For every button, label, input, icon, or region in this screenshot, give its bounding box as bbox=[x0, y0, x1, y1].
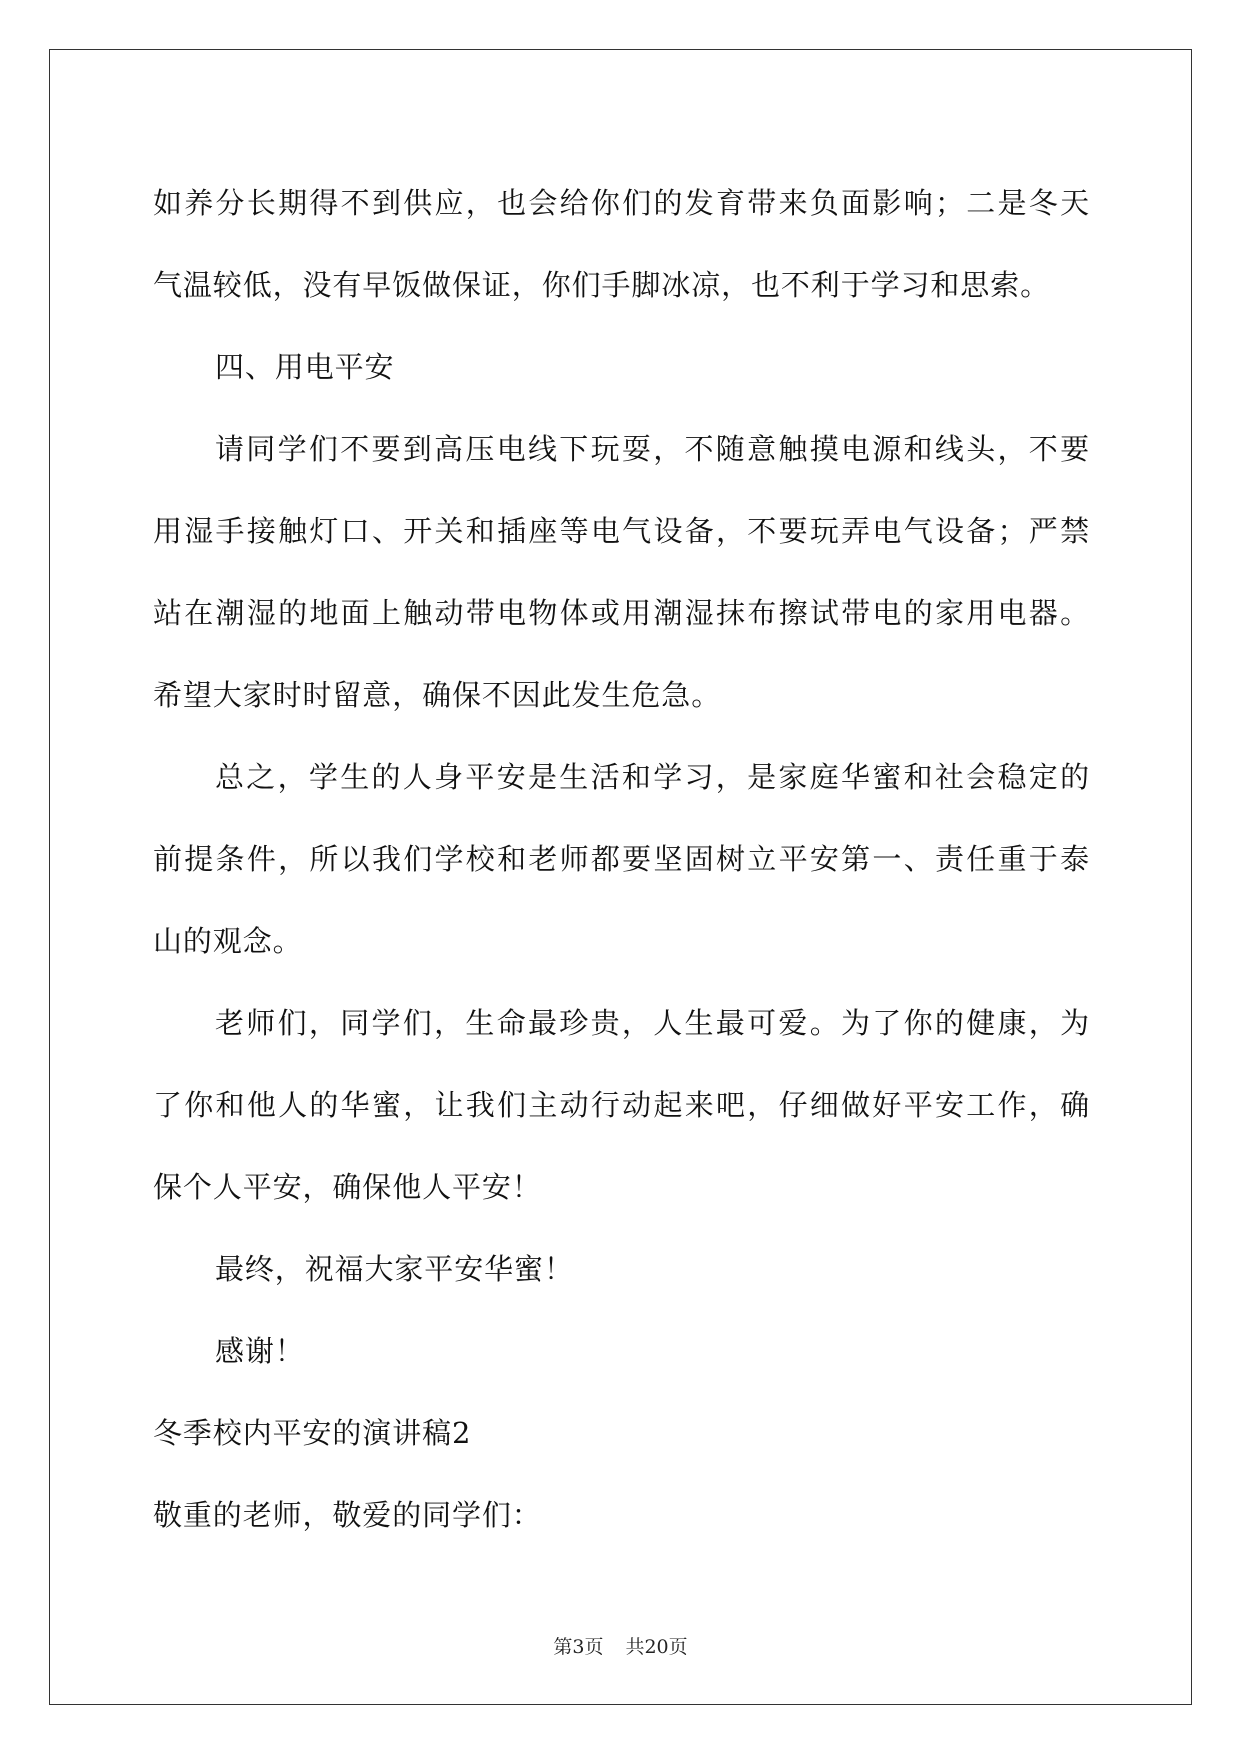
page-total: 共20页 bbox=[625, 1636, 688, 1658]
paragraph-line: 用湿手接触灯口、开关和插座等电气设备，不要玩弄电气设备；严禁 bbox=[153, 514, 1090, 548]
paragraph-line: 最终，祝福大家平安华蜜！ bbox=[215, 1252, 574, 1286]
salutation: 敬重的老师，敬爱的同学们： bbox=[153, 1498, 542, 1532]
section-heading: 四、用电平安 bbox=[215, 350, 395, 384]
paragraph-line: 站在潮湿的地面上触动带电物体或用潮湿抹布擦试带电的家用电器。 bbox=[153, 596, 1090, 630]
document-title: 冬季校内平安的演讲稿2 bbox=[153, 1416, 472, 1450]
page-number: 第3页 bbox=[553, 1636, 604, 1658]
paragraph-line: 山的观念。 bbox=[153, 924, 303, 958]
paragraph-line: 老师们，同学们，生命最珍贵，人生最可爱。为了你的健康，为 bbox=[215, 1006, 1090, 1040]
paragraph-line: 总之，学生的人身平安是生活和学习，是家庭华蜜和社会稳定的 bbox=[215, 760, 1090, 794]
paragraph-line: 感谢！ bbox=[215, 1334, 305, 1368]
paragraph-line: 前提条件，所以我们学校和老师都要坚固树立平安第一、责任重于泰 bbox=[153, 842, 1090, 876]
paragraph-line: 如养分长期得不到供应，也会给你们的发育带来负面影响；二是冬天 bbox=[153, 186, 1090, 220]
document-body bbox=[153, 162, 1090, 1556]
page-footer bbox=[0, 1632, 1241, 1659]
paragraph-line: 了你和他人的华蜜，让我们主动行动起来吧，仔细做好平安工作，确 bbox=[153, 1088, 1090, 1122]
paragraph-line: 气温较低，没有早饭做保证，你们手脚冰凉，也不利于学习和思索。 bbox=[153, 268, 1051, 302]
paragraph-line: 希望大家时时留意，确保不因此发生危急。 bbox=[153, 678, 722, 712]
paragraph-line: 请同学们不要到高压电线下玩耍，不随意触摸电源和线头，不要 bbox=[215, 432, 1090, 466]
paragraph-line: 保个人平安，确保他人平安！ bbox=[153, 1170, 542, 1204]
